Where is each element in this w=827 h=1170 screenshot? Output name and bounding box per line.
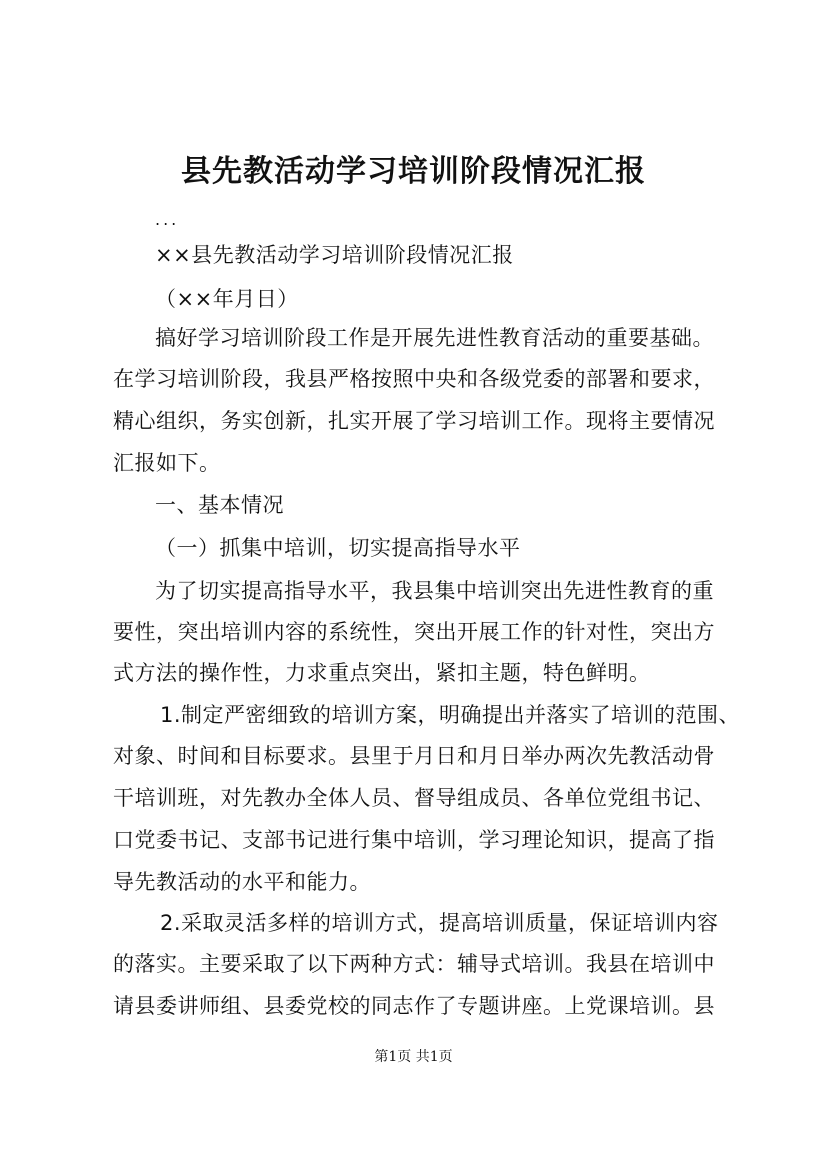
- body-line: 1.制定严密细致的培训方案，明确提出并落实了培训的范围、: [160, 703, 741, 727]
- body-line: 导先教活动的水平和能力。: [113, 870, 371, 894]
- document-date: （××年月日）: [155, 287, 299, 311]
- section-heading: 一、基本情况: [155, 493, 284, 517]
- body-line: 的落实。主要采取了以下两种方式：辅导式培训。我县在培训中: [113, 952, 715, 976]
- body-line: 搞好学习培训阶段工作是开展先进性教育活动的重要基础。: [155, 326, 714, 350]
- body-line: 为了切实提高指导水平，我县集中培训突出先进性教育的重: [155, 579, 714, 603]
- body-line: 精心组织，务实创新，扎实开展了学习培训工作。现将主要情况: [113, 409, 715, 433]
- ellipsis-text: ...: [155, 210, 180, 229]
- body-line: 2.采取灵活多样的培训方式，提高培训质量，保证培训内容: [160, 911, 719, 935]
- page-footer: 第1页 共1页: [374, 1049, 453, 1065]
- document-title: 县先教活动学习培训阶段情况汇报: [181, 154, 646, 189]
- body-line: 请县委讲师组、县委党校的同志作了专题讲座。上党课培训。县: [113, 994, 715, 1018]
- body-line: 口党委书记、支部书记进行集中培训，学习理论知识，提高了指: [113, 828, 715, 852]
- body-line: 式方法的操作性，力求重点突出，紧扣主题，特色鲜明。: [113, 661, 651, 685]
- body-line: 在学习培训阶段，我县严格按照中央和各级党委的部署和要求，: [113, 367, 715, 391]
- body-line: 汇报如下。: [113, 451, 221, 475]
- body-line: 干培训班，对先教办全体人员、督导组成员、各单位党组书记、: [113, 786, 715, 810]
- body-line: 要性，突出培训内容的系统性，突出开展工作的针对性，突出方: [113, 620, 715, 644]
- document-subtitle: ××县先教活动学习培训阶段情况汇报: [155, 243, 514, 267]
- subsection-heading: （一）抓集中培训，切实提高指导水平: [155, 536, 521, 560]
- body-line: 对象、时间和目标要求。县里于月日和月日举办两次先教活动骨: [113, 744, 715, 768]
